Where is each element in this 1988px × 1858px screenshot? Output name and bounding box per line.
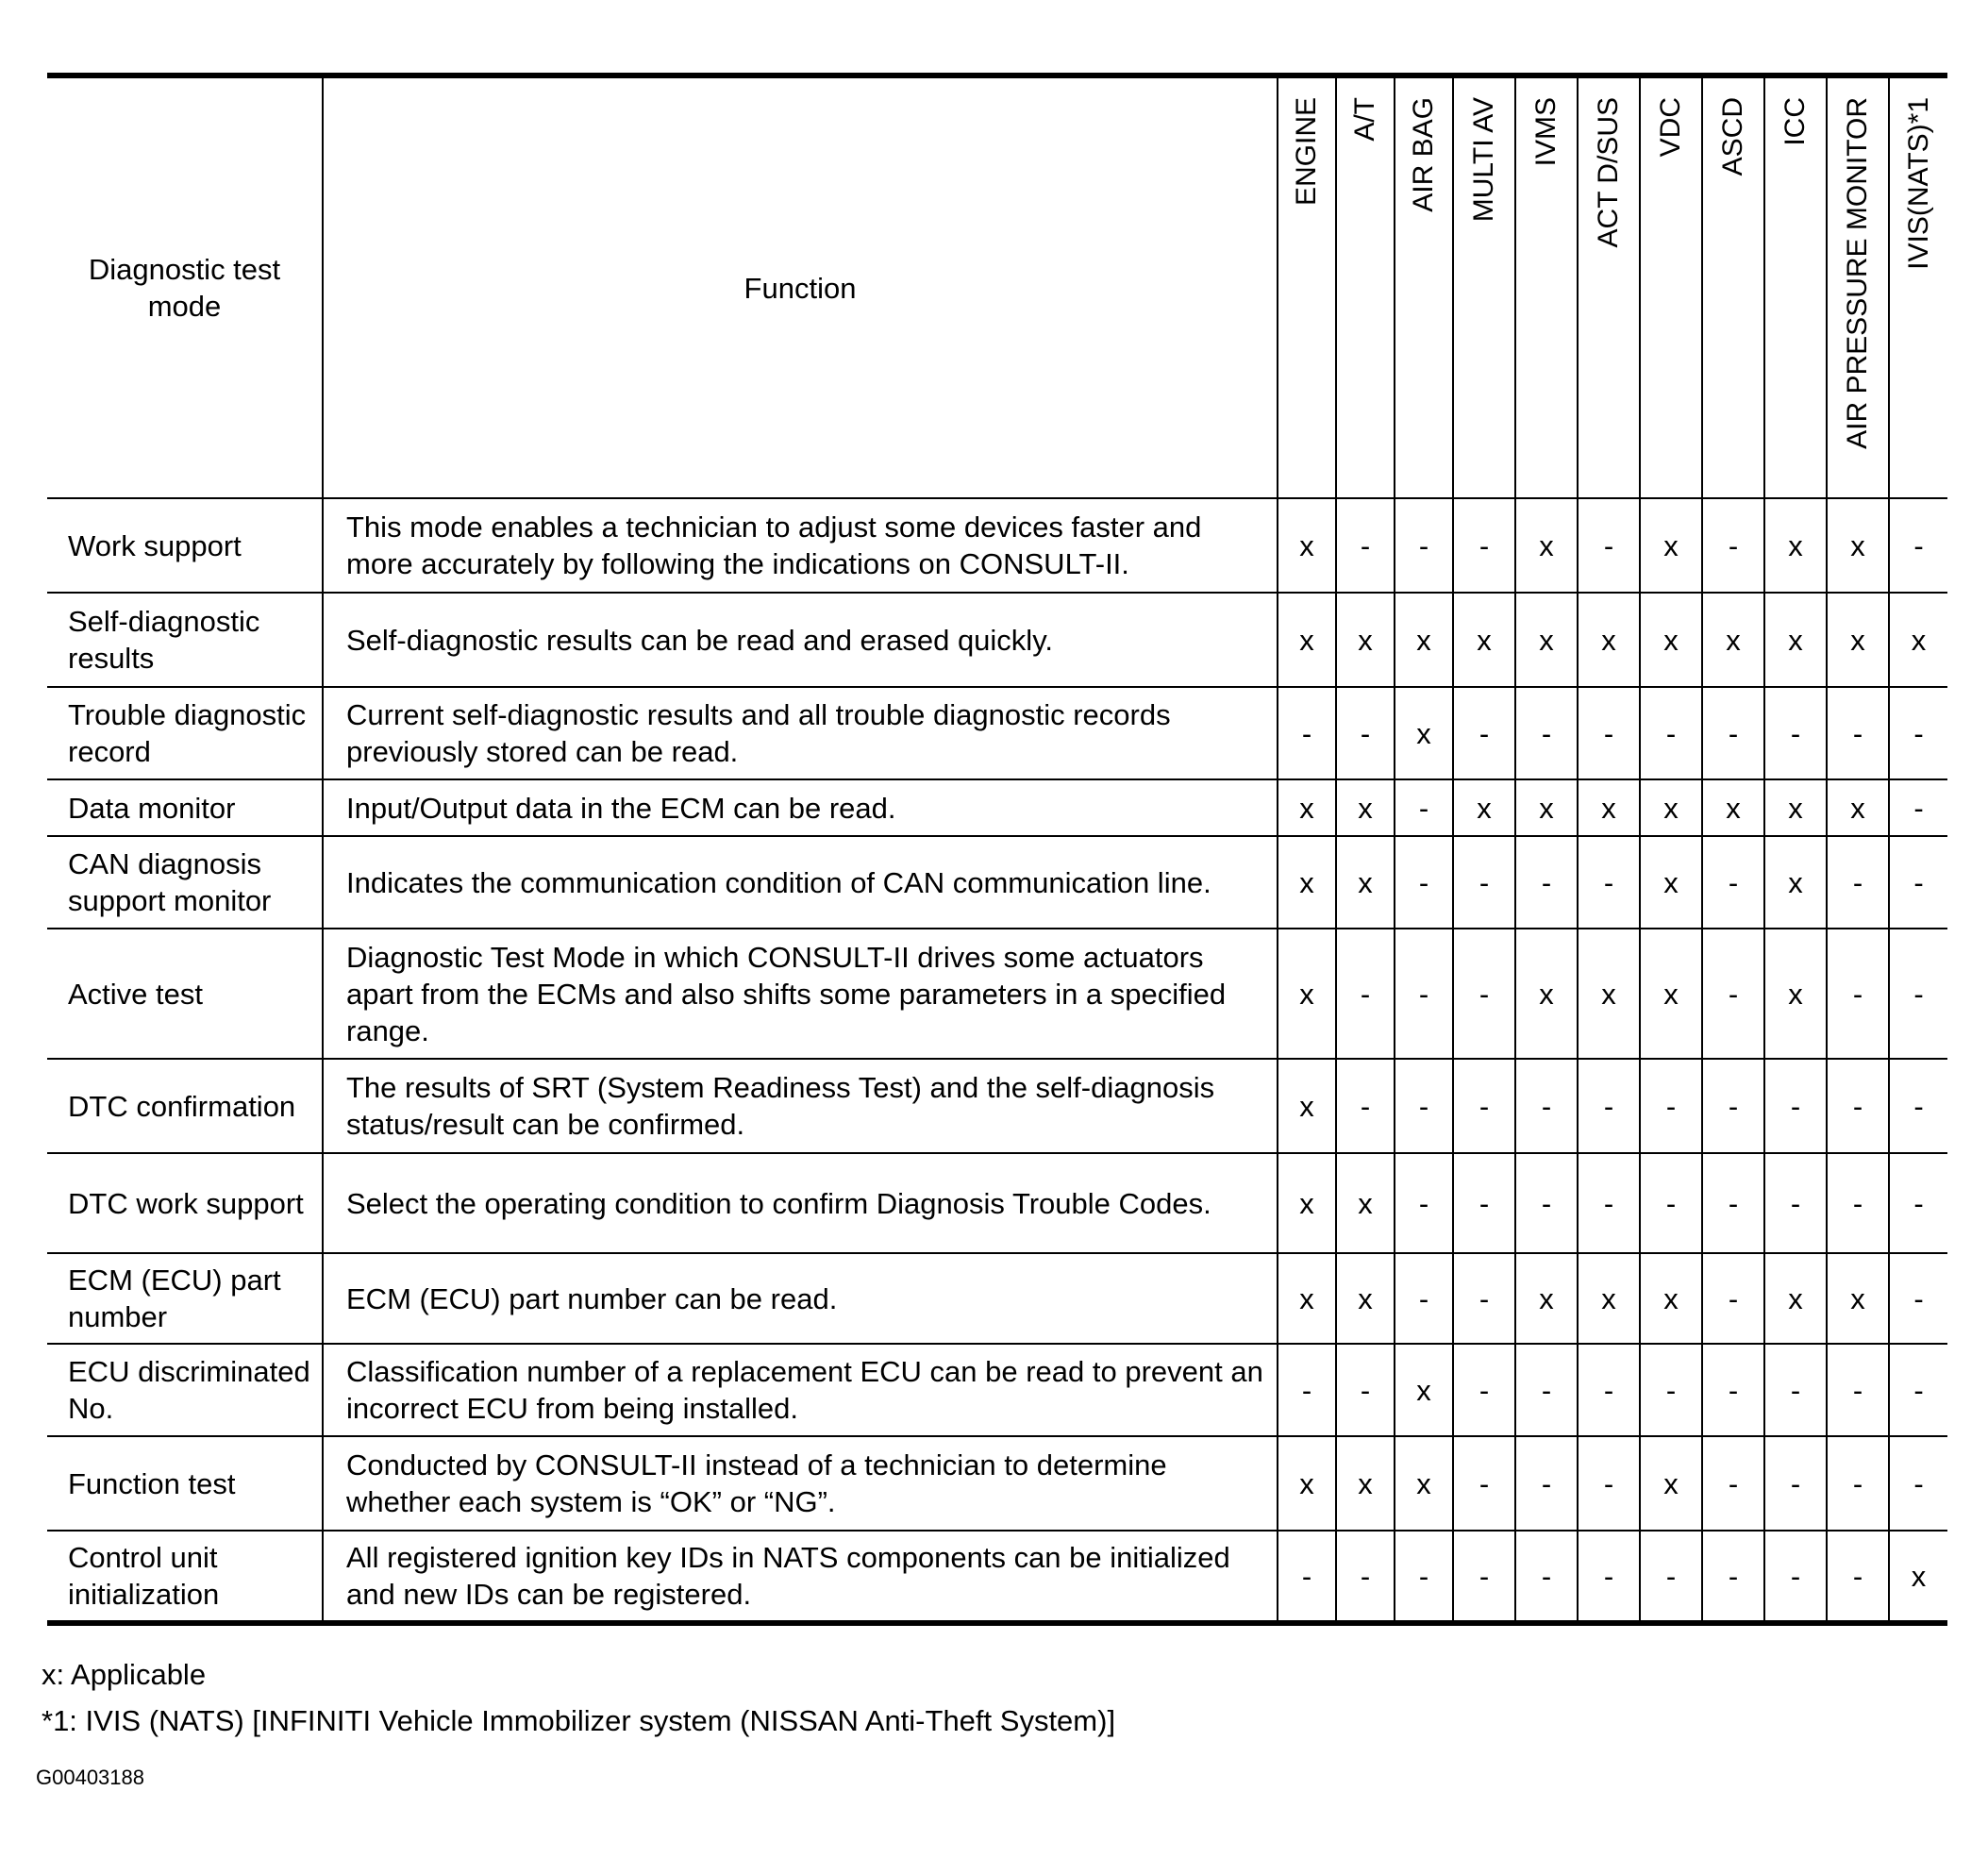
- applicability-mark: x: [1640, 593, 1702, 687]
- applicability-mark: x: [1702, 779, 1764, 836]
- applicability-mark: x: [1336, 1153, 1395, 1253]
- applicability-mark: -: [1702, 1153, 1764, 1253]
- legend-footnote: x: Applicable: [42, 1658, 207, 1691]
- header-row: [47, 75, 1947, 498]
- applicability-mark: x: [1453, 593, 1515, 687]
- applicability-mark: -: [1515, 836, 1578, 929]
- system-label: IVMS: [1530, 97, 1562, 167]
- system-label: ACT D/SUS: [1593, 97, 1624, 248]
- applicability-mark: -: [1578, 1059, 1640, 1153]
- applicability-mark: -: [1889, 687, 1947, 779]
- applicability-mark: x: [1336, 1253, 1395, 1344]
- applicability-mark: x: [1453, 779, 1515, 836]
- applicability-mark: x: [1889, 593, 1947, 687]
- applicability-mark: -: [1453, 836, 1515, 929]
- applicability-mark: x: [1640, 498, 1702, 593]
- system-column-header: [1278, 75, 1336, 498]
- applicability-mark: -: [1764, 1153, 1827, 1253]
- applicability-mark: -: [1702, 1436, 1764, 1531]
- applicability-mark: -: [1453, 1253, 1515, 1344]
- applicability-mark: x: [1395, 593, 1453, 687]
- system-label: ICC: [1779, 97, 1811, 146]
- applicability-mark: -: [1702, 1253, 1764, 1344]
- applicability-mark: -: [1336, 929, 1395, 1059]
- applicability-mark: -: [1453, 1059, 1515, 1153]
- applicability-mark: x: [1278, 498, 1336, 593]
- system-label: MULTI AV: [1468, 97, 1499, 223]
- applicability-mark: -: [1889, 1344, 1947, 1436]
- applicability-mark: -: [1764, 1344, 1827, 1436]
- table-row: [47, 1253, 1947, 1344]
- applicability-mark: x: [1578, 1253, 1640, 1344]
- system-label: AIR BAG: [1408, 97, 1439, 212]
- system-label: ENGINE: [1291, 97, 1322, 207]
- applicability-mark: x: [1764, 779, 1827, 836]
- applicability-mark: -: [1702, 687, 1764, 779]
- table-row: [47, 1531, 1947, 1623]
- applicability-mark: -: [1889, 779, 1947, 836]
- applicability-mark: -: [1640, 687, 1702, 779]
- function-cell: Conducted by CONSULT-II instead of a technician to determine whether each system is “OK” or “NG”.: [323, 1436, 1278, 1531]
- applicability-mark: -: [1453, 1531, 1515, 1623]
- applicability-mark: x: [1515, 1253, 1578, 1344]
- applicability-mark: -: [1889, 836, 1947, 929]
- applicability-mark: -: [1702, 1059, 1764, 1153]
- applicability-mark: x: [1578, 779, 1640, 836]
- applicability-mark: -: [1395, 1253, 1453, 1344]
- table-row: [47, 1153, 1947, 1253]
- applicability-mark: x: [1827, 498, 1889, 593]
- applicability-mark: -: [1578, 836, 1640, 929]
- function-cell: Indicates the communication condition of CAN communication line.: [323, 836, 1278, 929]
- system-label: VDC: [1655, 97, 1686, 158]
- applicability-mark: -: [1640, 1531, 1702, 1623]
- applicability-mark: x: [1640, 779, 1702, 836]
- applicability-mark: -: [1278, 1344, 1336, 1436]
- applicability-mark: -: [1395, 1531, 1453, 1623]
- applicability-mark: -: [1278, 687, 1336, 779]
- applicability-mark: -: [1889, 1436, 1947, 1531]
- applicability-mark: -: [1453, 1344, 1515, 1436]
- applicability-mark: -: [1640, 1059, 1702, 1153]
- table-row: [47, 1344, 1947, 1436]
- applicability-mark: -: [1278, 1531, 1336, 1623]
- applicability-mark: -: [1515, 1153, 1578, 1253]
- applicability-mark: -: [1702, 1344, 1764, 1436]
- applicability-mark: -: [1827, 687, 1889, 779]
- system-column-header: [1395, 75, 1453, 498]
- applicability-mark: -: [1578, 1153, 1640, 1253]
- mode-cell: Control unit initialization: [47, 1531, 323, 1623]
- function-cell: ECM (ECU) part number can be read.: [323, 1253, 1278, 1344]
- table-row: [47, 1436, 1947, 1531]
- applicability-mark: x: [1278, 1436, 1336, 1531]
- applicability-mark: -: [1889, 1153, 1947, 1253]
- applicability-mark: x: [1515, 498, 1578, 593]
- applicability-mark: -: [1395, 779, 1453, 836]
- applicability-mark: -: [1395, 498, 1453, 593]
- table-row: [47, 687, 1947, 779]
- applicability-mark: -: [1515, 1059, 1578, 1153]
- applicability-mark: -: [1453, 687, 1515, 779]
- applicability-mark: x: [1278, 1153, 1336, 1253]
- applicability-mark: -: [1578, 498, 1640, 593]
- applicability-mark: x: [1889, 1531, 1947, 1623]
- applicability-mark: -: [1764, 687, 1827, 779]
- applicability-mark: -: [1827, 1344, 1889, 1436]
- system-column-header: [1764, 75, 1827, 498]
- applicability-mark: -: [1702, 1531, 1764, 1623]
- applicability-mark: -: [1827, 929, 1889, 1059]
- applicability-mark: x: [1827, 1253, 1889, 1344]
- applicability-mark: -: [1889, 929, 1947, 1059]
- system-column-header: [1889, 75, 1947, 498]
- table-row: [47, 836, 1947, 929]
- system-column-header: [1336, 75, 1395, 498]
- applicability-mark: -: [1395, 1153, 1453, 1253]
- applicability-mark: x: [1640, 929, 1702, 1059]
- applicability-mark: x: [1578, 929, 1640, 1059]
- applicability-mark: -: [1640, 1153, 1702, 1253]
- applicability-mark: -: [1578, 687, 1640, 779]
- applicability-mark: -: [1764, 1436, 1827, 1531]
- function-cell: Diagnostic Test Mode in which CONSULT-II drives some actuators apart from the ECMs and also shifts some parameters in a specified range.: [323, 929, 1278, 1059]
- mode-column-header: Diagnostic test mode: [47, 75, 323, 498]
- applicability-mark: -: [1578, 1344, 1640, 1436]
- applicability-mark: x: [1515, 779, 1578, 836]
- applicability-mark: x: [1764, 1253, 1827, 1344]
- applicability-mark: -: [1702, 498, 1764, 593]
- applicability-mark: -: [1453, 929, 1515, 1059]
- system-label: IVIS(NATS)*1: [1902, 97, 1934, 270]
- mode-cell: DTC confirmation: [47, 1059, 323, 1153]
- applicability-mark: -: [1827, 1059, 1889, 1153]
- applicability-mark: -: [1889, 498, 1947, 593]
- applicability-mark: -: [1336, 1059, 1395, 1153]
- applicability-mark: -: [1702, 929, 1764, 1059]
- mode-cell: CAN diagnosis support monitor: [47, 836, 323, 929]
- applicability-mark: -: [1336, 687, 1395, 779]
- function-cell: All registered ignition key IDs in NATS components can be initialized and new IDs can be registered.: [323, 1531, 1278, 1623]
- applicability-mark: x: [1336, 1436, 1395, 1531]
- applicability-mark: -: [1515, 1436, 1578, 1531]
- applicability-mark: -: [1453, 1436, 1515, 1531]
- document-code: G00403188: [36, 1766, 144, 1789]
- applicability-mark: -: [1395, 836, 1453, 929]
- function-cell: Classification number of a replacement ECU can be read to prevent an incorrect ECU from being installed.: [323, 1344, 1278, 1436]
- applicability-mark: x: [1702, 593, 1764, 687]
- table-row: [47, 498, 1947, 593]
- function-column-header: Function: [323, 75, 1278, 498]
- applicability-mark: -: [1764, 1059, 1827, 1153]
- applicability-mark: -: [1453, 1153, 1515, 1253]
- applicability-mark: -: [1578, 1436, 1640, 1531]
- mode-cell: Function test: [47, 1436, 323, 1531]
- applicability-mark: -: [1578, 1531, 1640, 1623]
- applicability-mark: -: [1336, 1531, 1395, 1623]
- mode-cell: Active test: [47, 929, 323, 1059]
- applicability-mark: x: [1764, 929, 1827, 1059]
- applicability-mark: x: [1515, 593, 1578, 687]
- applicability-mark: x: [1395, 1436, 1453, 1531]
- applicability-mark: x: [1395, 1344, 1453, 1436]
- applicability-mark: -: [1827, 1531, 1889, 1623]
- mode-cell: ECM (ECU) part number: [47, 1253, 323, 1344]
- function-cell: Input/Output data in the ECM can be read.: [323, 779, 1278, 836]
- mode-cell: Data monitor: [47, 779, 323, 836]
- mode-cell: DTC work support: [47, 1153, 323, 1253]
- applicability-mark: x: [1278, 593, 1336, 687]
- applicability-mark: -: [1395, 1059, 1453, 1153]
- system-column-header: [1515, 75, 1578, 498]
- applicability-mark: -: [1702, 836, 1764, 929]
- table-row: [47, 593, 1947, 687]
- applicability-mark: x: [1278, 1253, 1336, 1344]
- applicability-mark: -: [1453, 498, 1515, 593]
- applicability-mark: x: [1336, 779, 1395, 836]
- function-cell: Current self-diagnostic results and all trouble diagnostic records previously stored can be read.: [323, 687, 1278, 779]
- system-column-header: [1453, 75, 1515, 498]
- system-column-header: [1578, 75, 1640, 498]
- function-cell: Select the operating condition to confirm Diagnosis Trouble Codes.: [323, 1153, 1278, 1253]
- table-row: [47, 929, 1947, 1059]
- mode-cell: Self-diagnostic results: [47, 593, 323, 687]
- system-column-header: [1827, 75, 1889, 498]
- nats-footnote: *1: IVIS (NATS) [INFINITI Vehicle Immobilizer system (NISSAN Anti-Theft System)]: [42, 1704, 1116, 1737]
- applicability-mark: x: [1640, 836, 1702, 929]
- applicability-mark: -: [1515, 1531, 1578, 1623]
- function-cell: The results of SRT (System Readiness Test) and the self-diagnosis status/result can be confirmed.: [323, 1059, 1278, 1153]
- applicability-mark: x: [1827, 593, 1889, 687]
- applicability-mark: x: [1640, 1253, 1702, 1344]
- system-column-header: [1640, 75, 1702, 498]
- applicability-mark: x: [1578, 593, 1640, 687]
- applicability-mark: x: [1764, 593, 1827, 687]
- applicability-mark: -: [1827, 1153, 1889, 1253]
- applicability-mark: x: [1278, 929, 1336, 1059]
- table-row: [47, 1059, 1947, 1153]
- table-body: [47, 498, 1947, 1623]
- applicability-mark: x: [1640, 1436, 1702, 1531]
- mode-cell: Work support: [47, 498, 323, 593]
- system-label: A/T: [1349, 97, 1380, 142]
- applicability-mark: -: [1827, 1436, 1889, 1531]
- function-cell: This mode enables a technician to adjust some devices faster and more accurately by following the indications on CONSULT-II.: [323, 498, 1278, 593]
- applicability-mark: x: [1336, 593, 1395, 687]
- applicability-mark: x: [1278, 779, 1336, 836]
- applicability-mark: x: [1764, 498, 1827, 593]
- applicability-mark: -: [1336, 498, 1395, 593]
- applicability-mark: -: [1515, 687, 1578, 779]
- function-cell: Self-diagnostic results can be read and erased quickly.: [323, 593, 1278, 687]
- mode-cell: Trouble diagnostic record: [47, 687, 323, 779]
- applicability-mark: -: [1889, 1253, 1947, 1344]
- applicability-mark: x: [1278, 836, 1336, 929]
- applicability-mark: -: [1336, 1344, 1395, 1436]
- applicability-mark: -: [1889, 1059, 1947, 1153]
- applicability-mark: -: [1764, 1531, 1827, 1623]
- mode-cell: ECU discriminated No.: [47, 1344, 323, 1436]
- applicability-mark: x: [1395, 687, 1453, 779]
- applicability-mark: -: [1395, 929, 1453, 1059]
- applicability-mark: x: [1278, 1059, 1336, 1153]
- system-column-header: [1702, 75, 1764, 498]
- diagnostic-mode-table: [47, 73, 1947, 1626]
- applicability-mark: -: [1827, 836, 1889, 929]
- table-row: [47, 779, 1947, 836]
- system-label: AIR PRESSURE MONITOR: [1842, 97, 1873, 449]
- applicability-mark: x: [1764, 836, 1827, 929]
- applicability-mark: x: [1515, 929, 1578, 1059]
- applicability-mark: x: [1827, 779, 1889, 836]
- applicability-mark: -: [1515, 1344, 1578, 1436]
- applicability-mark: -: [1640, 1344, 1702, 1436]
- applicability-mark: x: [1336, 836, 1395, 929]
- system-label: ASCD: [1717, 97, 1748, 176]
